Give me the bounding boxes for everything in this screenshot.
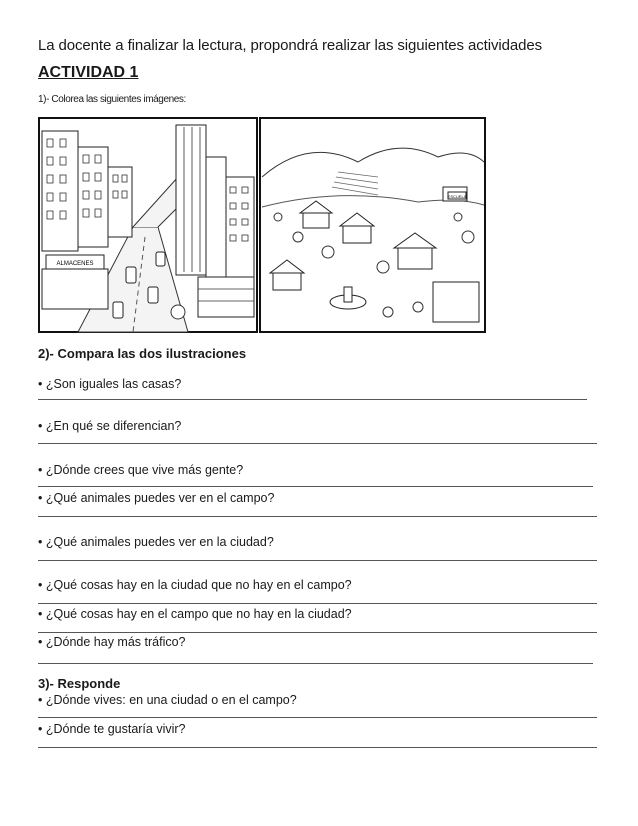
question-1: • ¿Son iguales las casas? (38, 377, 182, 391)
farm-sign: ESCUELA (447, 194, 467, 199)
answer-line-6[interactable] (38, 603, 597, 604)
question-8: • ¿Dónde hay más tráfico? (38, 635, 186, 649)
question-2: • ¿En qué se diferencian? (38, 419, 182, 433)
countryside-illustration (260, 118, 485, 332)
coloring-images (38, 117, 486, 333)
question-9: • ¿Dónde vives: en una ciudad o en el campo? (38, 693, 297, 707)
answer-line-4[interactable] (38, 516, 597, 517)
question-3: • ¿Dónde crees que vive más gente? (38, 463, 244, 477)
city-illustration (39, 118, 257, 332)
answer-line-5[interactable] (38, 560, 597, 561)
answer-line-9[interactable] (38, 717, 597, 718)
answer-line-7[interactable] (38, 632, 597, 633)
city-sign: ALMACENES (56, 261, 94, 267)
question-5: • ¿Qué animales puedes ver en la ciudad? (38, 535, 274, 549)
answer-line-3[interactable] (38, 486, 593, 487)
intro-text: La docente a finalizar la lectura, propondrá realizar las siguientes actividades (38, 37, 542, 54)
question-7: • ¿Qué cosas hay en el campo que no hay en la ciudad? (38, 607, 352, 621)
answer-line-8[interactable] (38, 663, 593, 664)
answer-line-10[interactable] (38, 747, 597, 748)
answer-line-2[interactable] (38, 443, 597, 444)
section3-title: 3)- Responde (38, 676, 121, 691)
question-6: • ¿Qué cosas hay en la ciudad que no hay en el campo? (38, 578, 352, 592)
answer-line-1[interactable] (38, 399, 587, 400)
section2-title: 2)- Compara las dos ilustraciones (38, 346, 247, 361)
question-4: • ¿Qué animales puedes ver en el campo? (38, 491, 275, 505)
activity-title: ACTIVIDAD 1 (38, 64, 139, 81)
instruction-text: 1)- Colorea las siguientes imágenes: (38, 94, 186, 105)
question-10: • ¿Dónde te gustaría vivir? (38, 722, 186, 736)
